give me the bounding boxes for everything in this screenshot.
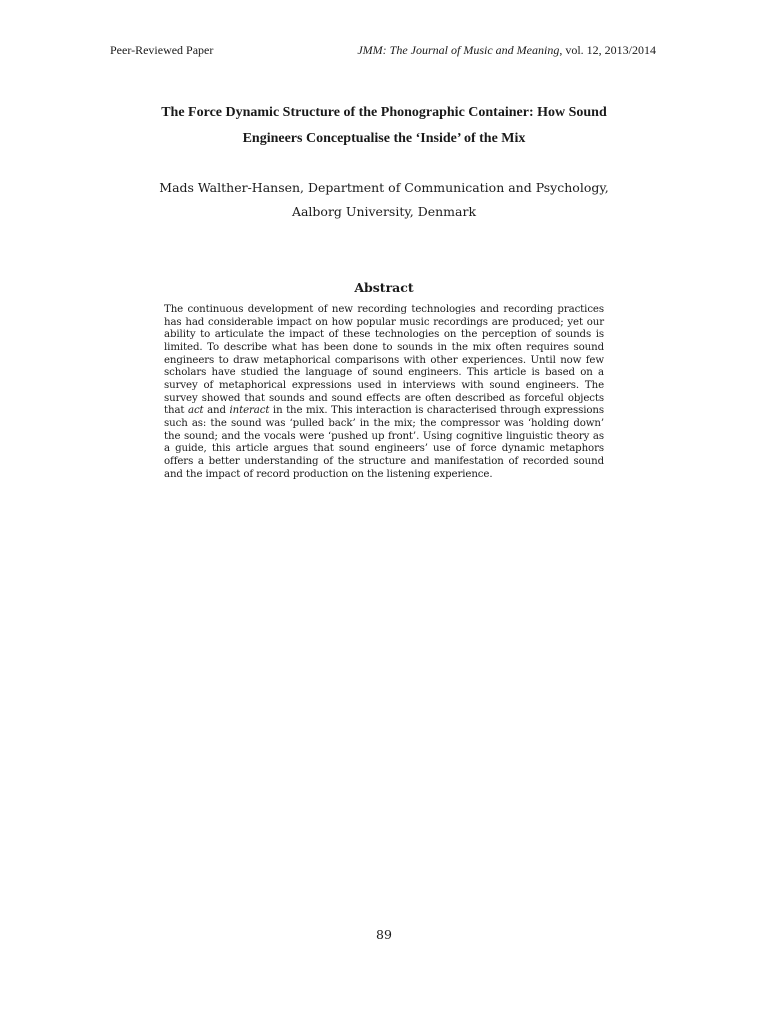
author-line-2: Aalborg University, Denmark bbox=[291, 204, 477, 219]
abstract-text-3: in the mix. This interaction is characterised through expressions such as: the sound was ‘pulled back’ in the mix; the compressor was ‘holding down’ the sound; and the vocals were ‘pushed up front’. Using cognitive linguistic theory as a guide, this article argues that sound engineers’ use of force dynamic metaphors offers a better understanding of the structure and manifestation of recorded sound and the impact of record production on the listening experience. bbox=[164, 405, 605, 480]
running-header bbox=[110, 42, 656, 58]
page-number: 89 bbox=[376, 927, 392, 942]
abstract-text-1: The continuous development of new recording technologies and recording practices has had considerable impact on how popular music recordings are produced; yet our ability to articulate the impact of these technologies on the perception of sounds is limited. To describe what has been done to sounds in the mix often requires sound engineers to draw metaphorical comparisons with other experiences. Until now few scholars have studied the language of sound engineers. This article is based on a survey of metaphorical expressions used in interviews with sound engineers. The survey showed that sounds and sound effects are often described as forceful objects that bbox=[164, 304, 604, 417]
abstract-body bbox=[164, 304, 604, 481]
paper-title bbox=[110, 100, 658, 152]
title-line-1: The Force Dynamic Structure of the Phonographic Container: How Sound bbox=[161, 105, 607, 120]
abstract-em-interact: interact bbox=[229, 405, 270, 417]
header-volume: , vol. 12, 2013/2014 bbox=[559, 43, 656, 57]
abstract-text-2: and bbox=[203, 405, 230, 417]
abstract-em-act: act bbox=[187, 405, 204, 417]
header-paper-type: Peer-Reviewed Paper bbox=[110, 43, 214, 57]
header-journal-name: JMM: The Journal of Music and Meaning bbox=[357, 43, 560, 57]
header-journal-citation bbox=[357, 42, 656, 58]
author-affiliation bbox=[110, 176, 658, 224]
title-line-2: Engineers Conceptualise the ‘Inside’ of the Mix bbox=[242, 131, 526, 146]
author-line-1: Mads Walther-Hansen, Department of Communication and Psychology, bbox=[159, 180, 609, 195]
abstract-heading: Abstract bbox=[354, 280, 414, 295]
